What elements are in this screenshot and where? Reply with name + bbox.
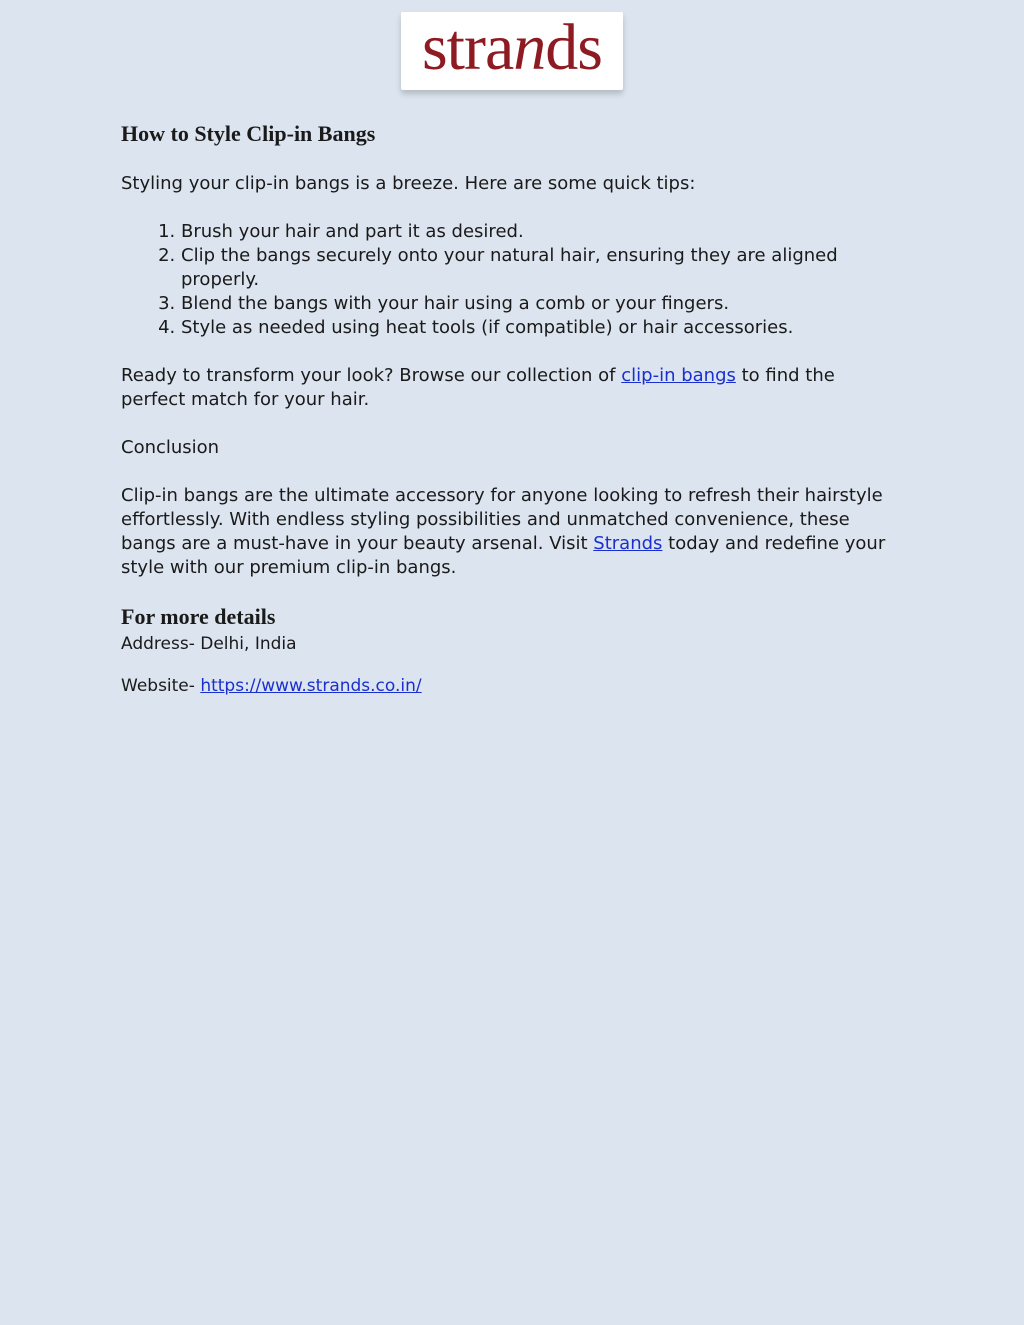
article-body	[121, 118, 901, 698]
list-item: 3. Blend the bangs with your hair using a comb or your fingers.	[181, 292, 901, 316]
list-item: 1. Brush your hair and part it as desired.	[181, 220, 901, 244]
list-item: 2. Clip the bangs securely onto your natural hair, ensuring they are aligned properly.	[181, 244, 901, 292]
details-heading: For more details	[121, 604, 276, 629]
article-title: How to Style Clip-in Bangs	[121, 121, 376, 146]
strands-logo	[401, 12, 623, 90]
conclusion-heading: Conclusion	[121, 437, 220, 458]
conclusion-paragraph: Clip-in bangs are the ultimate accessory for anyone looking to refresh their hairstyle effortlessly. With endless styling possibilities and unmatched convenience, these bangs are a must-have in your beauty arsenal. Visit Strands today and redefine your style with our premium clip-in bangs.	[121, 485, 886, 578]
clip-in-bangs-link[interactable]: clip-in bangs	[621, 365, 736, 386]
address-text: Address- Delhi, India	[121, 634, 297, 654]
intro-paragraph: Styling your clip-in bangs is a breeze. Here are some quick tips:	[121, 173, 696, 194]
list-item: 4. Style as needed using heat tools (if compatible) or hair accessories.	[181, 316, 901, 340]
strands-link[interactable]: Strands	[593, 533, 663, 554]
tips-list	[121, 220, 901, 340]
cta-paragraph: Ready to transform your look? Browse our collection of clip-in bangs to find the perfect match for your hair.	[121, 365, 835, 410]
website-link[interactable]: https://www.strands.co.in/	[200, 676, 422, 696]
website-line: Website- https://www.strands.co.in/	[121, 676, 422, 696]
logo-wordmark: strands	[422, 11, 602, 84]
